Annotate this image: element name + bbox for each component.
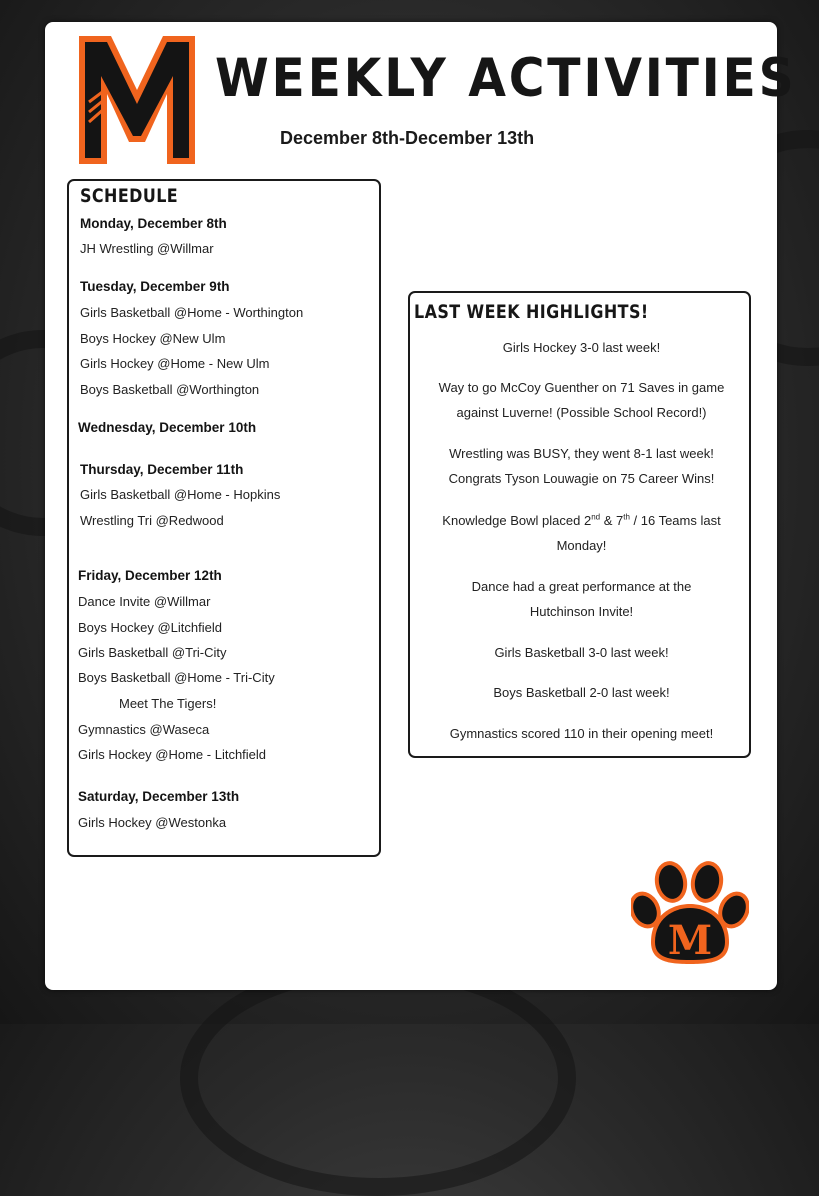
schedule-event: Girls Hockey @Home - Litchfield [78, 747, 267, 762]
schedule-event: Meet The Tigers! [119, 696, 217, 711]
schedule-day: Thursday, December 11th [80, 462, 244, 477]
logo-letter: M [137, 32, 138, 33]
schedule-event: Wrestling Tri @Redwood [80, 513, 224, 528]
highlight-item: Way to go McCoy Guenther on 71 Saves in game against Luverne! (Possible School Record!) [438, 380, 725, 420]
schedule-day: Saturday, December 13th [78, 789, 240, 804]
highlights-title: LAST WEEK HIGHLIGHTS! [414, 301, 649, 323]
schedule-event: Girls Basketball @Tri-City [78, 645, 227, 660]
schedule-event: Gymnastics @Waseca [78, 722, 210, 737]
highlight-item: Knowledge Bowl placed 2nd & 7th / 16 Teams last Monday! [442, 512, 721, 553]
highlight-item: Wrestling was BUSY, they went 8-1 last week! Congrats Tyson Louwagie on 75 Career Wins! [448, 446, 715, 486]
flyer-page [45, 22, 797, 990]
schedule-event: Girls Basketball @Home - Hopkins [80, 487, 281, 502]
background-weight-plate [180, 960, 576, 1196]
schedule-event: Boys Basketball @Home - Tri-City [78, 670, 275, 685]
highlights-box [408, 291, 751, 758]
schedule-event: Boys Hockey @New Ulm [80, 331, 226, 346]
page-title: WEEKLY ACTIVITIES [215, 48, 797, 109]
tiger-paw-icon [631, 860, 749, 966]
highlight-item: Girls Hockey 3-0 last week! [502, 340, 661, 355]
school-m-logo [75, 32, 199, 168]
highlight-item: Girls Basketball 3-0 last week! [494, 645, 669, 660]
highlight-item: Gymnastics scored 110 in their opening meet! [449, 726, 714, 741]
schedule-event: Girls Hockey @Home - New Ulm [80, 356, 270, 371]
schedule-event: Boys Basketball @Worthington [80, 382, 260, 397]
schedule-day: Tuesday, December 9th [80, 279, 230, 294]
schedule-event: Boys Hockey @Litchfield [78, 620, 222, 635]
highlight-item: Dance had a great performance at the Hutchinson Invite! [471, 579, 692, 619]
highlight-item: Boys Basketball 2-0 last week! [493, 685, 670, 700]
schedule-day: Wednesday, December 10th [78, 420, 257, 435]
schedule-event: Dance Invite @Willmar [78, 594, 211, 609]
schedule-event: Girls Basketball @Home - Worthington [80, 305, 304, 320]
date-range: December 8th-December 13th [280, 128, 535, 148]
schedule-event: Girls Hockey @Westonka [78, 815, 227, 830]
schedule-title: SCHEDULE [80, 185, 179, 207]
schedule-day: Monday, December 8th [80, 216, 227, 231]
schedule-box [67, 179, 381, 857]
paw-letter: M [667, 917, 713, 964]
schedule-day: Friday, December 12th [78, 568, 222, 583]
schedule-event: JH Wrestling @Willmar [80, 241, 214, 256]
